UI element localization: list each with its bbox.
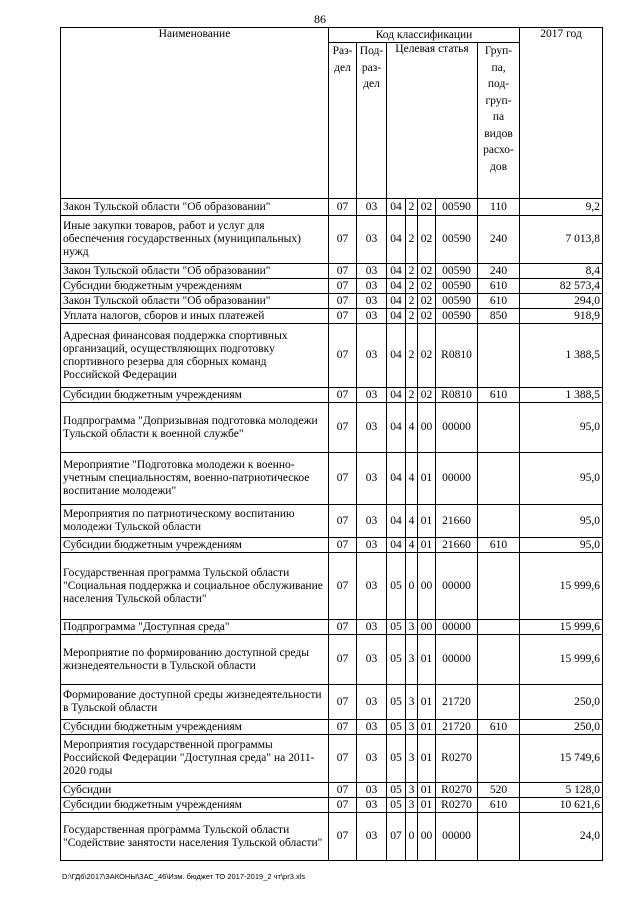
row-name: Закон Тульской области "Об образовании" bbox=[61, 264, 329, 279]
row-name: Подпрограмма "Допризывная подготовка молодежи Тульской области к военной службе" bbox=[61, 403, 329, 453]
row-amount: 15 999,6 bbox=[520, 553, 603, 620]
row-subsection: 03 bbox=[357, 620, 387, 635]
row-target-direction: 21660 bbox=[436, 505, 478, 538]
row-target-subprogram: 3 bbox=[406, 783, 418, 798]
table-row bbox=[61, 279, 603, 294]
row-expense-type bbox=[478, 735, 520, 783]
header-year: 2017 год bbox=[520, 28, 603, 199]
table-row bbox=[61, 783, 603, 798]
row-section: 07 bbox=[329, 620, 357, 635]
row-expense-type bbox=[478, 403, 520, 453]
row-expense-type: 610 bbox=[478, 538, 520, 553]
row-target-event: 01 bbox=[418, 538, 436, 553]
row-section: 07 bbox=[329, 294, 357, 309]
row-section: 07 bbox=[329, 388, 357, 403]
row-name: Субсидии bbox=[61, 783, 329, 798]
row-target-direction: 00000 bbox=[436, 403, 478, 453]
row-target-event: 01 bbox=[418, 735, 436, 783]
row-section: 07 bbox=[329, 216, 357, 264]
row-section: 07 bbox=[329, 309, 357, 324]
row-amount: 7 013,8 bbox=[520, 216, 603, 264]
row-target-program: 05 bbox=[387, 620, 406, 635]
row-target-subprogram: 3 bbox=[406, 735, 418, 783]
header-code: Код классификации bbox=[329, 28, 520, 43]
table-row bbox=[61, 388, 603, 403]
row-section: 07 bbox=[329, 264, 357, 279]
row-amount: 95,0 bbox=[520, 538, 603, 553]
row-subsection: 03 bbox=[357, 505, 387, 538]
row-name: Иные закупки товаров, работ и услуг для обеспечения государственных (муниципальных) нужд bbox=[61, 216, 329, 264]
row-amount: 95,0 bbox=[520, 403, 603, 453]
row-section: 07 bbox=[329, 720, 357, 735]
row-expense-type: 610 bbox=[478, 294, 520, 309]
row-section: 07 bbox=[329, 199, 357, 216]
row-amount: 250,0 bbox=[520, 685, 603, 720]
row-target-program: 04 bbox=[387, 216, 406, 264]
row-target-program: 05 bbox=[387, 735, 406, 783]
row-target-event: 02 bbox=[418, 324, 436, 388]
row-target-direction: 00000 bbox=[436, 813, 478, 861]
row-target-subprogram: 2 bbox=[406, 279, 418, 294]
row-target-program: 04 bbox=[387, 403, 406, 453]
row-target-subprogram: 0 bbox=[406, 553, 418, 620]
row-section: 07 bbox=[329, 538, 357, 553]
row-target-direction: 00590 bbox=[436, 309, 478, 324]
row-name: Государственная программа Тульской области "Содействие занятости населения Тульской области" bbox=[61, 813, 329, 861]
row-subsection: 03 bbox=[357, 720, 387, 735]
row-section: 07 bbox=[329, 798, 357, 813]
row-subsection: 03 bbox=[357, 783, 387, 798]
row-subsection: 03 bbox=[357, 216, 387, 264]
row-expense-type bbox=[478, 505, 520, 538]
row-target-event: 01 bbox=[418, 798, 436, 813]
row-section: 07 bbox=[329, 735, 357, 783]
row-subsection: 03 bbox=[357, 309, 387, 324]
row-target-program: 04 bbox=[387, 388, 406, 403]
row-section: 07 bbox=[329, 813, 357, 861]
row-target-direction: 21660 bbox=[436, 538, 478, 553]
row-expense-type: 610 bbox=[478, 279, 520, 294]
row-name: Субсидии бюджетным учреждениям bbox=[61, 388, 329, 403]
row-target-direction: 00590 bbox=[436, 199, 478, 216]
row-section: 07 bbox=[329, 453, 357, 505]
row-target-program: 07 bbox=[387, 813, 406, 861]
row-target-subprogram: 2 bbox=[406, 264, 418, 279]
row-target-subprogram: 2 bbox=[406, 324, 418, 388]
row-target-program: 05 bbox=[387, 685, 406, 720]
row-target-event: 00 bbox=[418, 403, 436, 453]
row-expense-type bbox=[478, 813, 520, 861]
row-target-direction: 00000 bbox=[436, 453, 478, 505]
row-target-event: 01 bbox=[418, 635, 436, 685]
row-target-event: 02 bbox=[418, 264, 436, 279]
row-section: 07 bbox=[329, 505, 357, 538]
row-section: 07 bbox=[329, 553, 357, 620]
row-expense-type: 610 bbox=[478, 720, 520, 735]
table-row bbox=[61, 813, 603, 861]
row-expense-type bbox=[478, 620, 520, 635]
row-target-event: 00 bbox=[418, 620, 436, 635]
row-target-event: 01 bbox=[418, 720, 436, 735]
row-subsection: 03 bbox=[357, 685, 387, 720]
row-subsection: 03 bbox=[357, 735, 387, 783]
row-expense-type bbox=[478, 453, 520, 505]
row-target-subprogram: 2 bbox=[406, 309, 418, 324]
row-target-subprogram: 0 bbox=[406, 813, 418, 861]
row-target-event: 02 bbox=[418, 199, 436, 216]
row-subsection: 03 bbox=[357, 388, 387, 403]
row-target-subprogram: 4 bbox=[406, 453, 418, 505]
row-section: 07 bbox=[329, 403, 357, 453]
table-row bbox=[61, 199, 603, 216]
table-row bbox=[61, 553, 603, 620]
row-target-subprogram: 3 bbox=[406, 620, 418, 635]
row-name: Подпрограмма "Доступная среда" bbox=[61, 620, 329, 635]
row-target-program: 04 bbox=[387, 505, 406, 538]
row-subsection: 03 bbox=[357, 403, 387, 453]
row-target-event: 00 bbox=[418, 553, 436, 620]
row-target-event: 01 bbox=[418, 685, 436, 720]
row-target-program: 05 bbox=[387, 553, 406, 620]
row-section: 07 bbox=[329, 685, 357, 720]
row-name: Государственная программа Тульской области "Социальная поддержка и социальное обслуживание населения Тульской области" bbox=[61, 553, 329, 620]
row-target-program: 04 bbox=[387, 453, 406, 505]
row-target-direction: R0270 bbox=[436, 783, 478, 798]
table-row bbox=[61, 324, 603, 388]
row-expense-type: 610 bbox=[478, 388, 520, 403]
row-target-program: 04 bbox=[387, 199, 406, 216]
table-row bbox=[61, 720, 603, 735]
row-name: Закон Тульской области "Об образовании" bbox=[61, 199, 329, 216]
row-target-subprogram: 2 bbox=[406, 199, 418, 216]
header-section: Раз- дел bbox=[329, 43, 357, 199]
row-subsection: 03 bbox=[357, 635, 387, 685]
row-expense-type bbox=[478, 324, 520, 388]
header-name: Наименование bbox=[61, 28, 329, 199]
row-section: 07 bbox=[329, 635, 357, 685]
row-target-subprogram: 3 bbox=[406, 798, 418, 813]
row-target-event: 01 bbox=[418, 505, 436, 538]
row-target-direction: 21720 bbox=[436, 685, 478, 720]
row-target-program: 04 bbox=[387, 279, 406, 294]
row-target-subprogram: 2 bbox=[406, 294, 418, 309]
row-expense-type: 240 bbox=[478, 216, 520, 264]
row-target-program: 05 bbox=[387, 720, 406, 735]
row-subsection: 03 bbox=[357, 798, 387, 813]
table-row bbox=[61, 403, 603, 453]
file-path-footer: D:\ГД6\2017\ЗАКОНЫ\ЗАС_46\Изм. бюджет ТО 2017-2019_2 чт\pr3.xls bbox=[62, 872, 306, 881]
row-target-program: 05 bbox=[387, 783, 406, 798]
row-subsection: 03 bbox=[357, 453, 387, 505]
row-name: Мероприятие "Подготовка молодежи к военно-учетным специальностям, военно-патриотическое воспитание молодежи" bbox=[61, 453, 329, 505]
row-section: 07 bbox=[329, 783, 357, 798]
row-subsection: 03 bbox=[357, 279, 387, 294]
row-name: Мероприятия по патриотическому воспитанию молодежи Тульской области bbox=[61, 505, 329, 538]
row-target-program: 05 bbox=[387, 798, 406, 813]
budget-table bbox=[60, 27, 603, 861]
row-target-direction: 00000 bbox=[436, 553, 478, 620]
row-target-direction: 00590 bbox=[436, 216, 478, 264]
row-name: Субсидии бюджетным учреждениям bbox=[61, 538, 329, 553]
row-amount: 250,0 bbox=[520, 720, 603, 735]
row-subsection: 03 bbox=[357, 264, 387, 279]
header-subsection: Под- раз- дел bbox=[357, 43, 387, 199]
header-target: Целевая статья bbox=[387, 43, 478, 199]
row-target-direction: 00000 bbox=[436, 620, 478, 635]
row-amount: 24,0 bbox=[520, 813, 603, 861]
row-amount: 10 621,6 bbox=[520, 798, 603, 813]
row-name: Субсидии бюджетным учреждениям bbox=[61, 279, 329, 294]
row-target-event: 01 bbox=[418, 783, 436, 798]
row-target-direction: R0270 bbox=[436, 735, 478, 783]
row-subsection: 03 bbox=[357, 199, 387, 216]
table-row bbox=[61, 538, 603, 553]
table-body bbox=[61, 199, 603, 861]
row-name: Субсидии бюджетным учреждениям bbox=[61, 720, 329, 735]
row-target-direction: R0810 bbox=[436, 324, 478, 388]
row-target-program: 04 bbox=[387, 538, 406, 553]
row-target-subprogram: 3 bbox=[406, 720, 418, 735]
table-row bbox=[61, 735, 603, 783]
row-target-subprogram: 3 bbox=[406, 685, 418, 720]
table-row bbox=[61, 453, 603, 505]
row-amount: 82 573,4 bbox=[520, 279, 603, 294]
row-target-program: 04 bbox=[387, 264, 406, 279]
table-row bbox=[61, 294, 603, 309]
row-subsection: 03 bbox=[357, 553, 387, 620]
row-expense-type bbox=[478, 553, 520, 620]
row-subsection: 03 bbox=[357, 538, 387, 553]
row-name: Мероприятия государственной программы Российской Федерации "Доступная среда" на 2011-2020 годы bbox=[61, 735, 329, 783]
row-target-event: 02 bbox=[418, 294, 436, 309]
row-target-direction: 00590 bbox=[436, 279, 478, 294]
row-target-subprogram: 4 bbox=[406, 505, 418, 538]
row-name: Формирование доступной среды жизнедеятельности в Тульской области bbox=[61, 685, 329, 720]
row-target-direction: 00590 bbox=[436, 294, 478, 309]
table-row bbox=[61, 798, 603, 813]
table-row bbox=[61, 685, 603, 720]
row-expense-type bbox=[478, 685, 520, 720]
row-target-direction: R0810 bbox=[436, 388, 478, 403]
row-target-subprogram: 4 bbox=[406, 538, 418, 553]
row-target-subprogram: 3 bbox=[406, 635, 418, 685]
table-header bbox=[61, 28, 603, 199]
row-name: Адресная финансовая поддержка спортивных организаций, осуществляющих подготовку спортивного резерва для сборных команд Российской Федерации bbox=[61, 324, 329, 388]
table-row bbox=[61, 216, 603, 264]
row-target-event: 02 bbox=[418, 309, 436, 324]
row-target-event: 00 bbox=[418, 813, 436, 861]
row-amount: 95,0 bbox=[520, 505, 603, 538]
row-amount: 15 999,6 bbox=[520, 620, 603, 635]
row-amount: 15 999,6 bbox=[520, 635, 603, 685]
row-amount: 294,0 bbox=[520, 294, 603, 309]
row-target-direction: R0270 bbox=[436, 798, 478, 813]
row-name: Мероприятие по формированию доступной среды жизнедеятельности в Тульской области bbox=[61, 635, 329, 685]
row-subsection: 03 bbox=[357, 324, 387, 388]
row-target-program: 04 bbox=[387, 324, 406, 388]
row-target-event: 02 bbox=[418, 216, 436, 264]
row-amount: 15 749,6 bbox=[520, 735, 603, 783]
row-section: 07 bbox=[329, 279, 357, 294]
table-row bbox=[61, 635, 603, 685]
row-expense-type: 520 bbox=[478, 783, 520, 798]
row-amount: 8,4 bbox=[520, 264, 603, 279]
row-expense-type: 610 bbox=[478, 798, 520, 813]
table-row bbox=[61, 264, 603, 279]
row-target-event: 02 bbox=[418, 388, 436, 403]
row-target-direction: 00590 bbox=[436, 264, 478, 279]
row-amount: 1 388,5 bbox=[520, 388, 603, 403]
row-expense-type: 240 bbox=[478, 264, 520, 279]
row-amount: 918,9 bbox=[520, 309, 603, 324]
table-row bbox=[61, 505, 603, 538]
row-target-event: 01 bbox=[418, 453, 436, 505]
row-target-program: 04 bbox=[387, 294, 406, 309]
row-amount: 95,0 bbox=[520, 453, 603, 505]
row-target-direction: 00000 bbox=[436, 635, 478, 685]
header-group: Груп- па, под- груп- па видов расхо- дов bbox=[478, 43, 520, 199]
row-expense-type: 110 bbox=[478, 199, 520, 216]
row-name: Субсидии бюджетным учреждениям bbox=[61, 798, 329, 813]
row-target-subprogram: 2 bbox=[406, 216, 418, 264]
row-amount: 1 388,5 bbox=[520, 324, 603, 388]
row-target-program: 04 bbox=[387, 309, 406, 324]
row-expense-type bbox=[478, 635, 520, 685]
row-section: 07 bbox=[329, 324, 357, 388]
row-target-direction: 21720 bbox=[436, 720, 478, 735]
row-name: Уплата налогов, сборов и иных платежей bbox=[61, 309, 329, 324]
row-name: Закон Тульской области "Об образовании" bbox=[61, 294, 329, 309]
row-target-subprogram: 4 bbox=[406, 403, 418, 453]
row-subsection: 03 bbox=[357, 813, 387, 861]
table-row bbox=[61, 309, 603, 324]
row-target-event: 02 bbox=[418, 279, 436, 294]
row-subsection: 03 bbox=[357, 294, 387, 309]
row-amount: 5 128,0 bbox=[520, 783, 603, 798]
row-expense-type: 850 bbox=[478, 309, 520, 324]
row-target-subprogram: 2 bbox=[406, 388, 418, 403]
row-amount: 9,2 bbox=[520, 199, 603, 216]
row-target-program: 05 bbox=[387, 635, 406, 685]
page-number: 86 bbox=[314, 12, 326, 26]
table-row bbox=[61, 620, 603, 635]
